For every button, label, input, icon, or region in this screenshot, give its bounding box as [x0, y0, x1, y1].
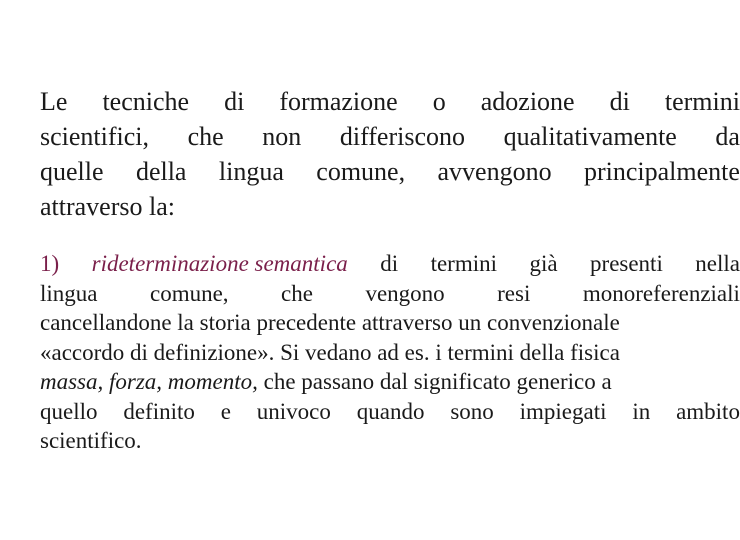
word: formazione — [279, 87, 398, 116]
word: avvengono — [437, 157, 552, 186]
word: comune, — [316, 157, 406, 186]
word: quando — [356, 398, 425, 424]
word: già — [529, 251, 558, 276]
point-line-6 — [40, 397, 740, 427]
word: termini — [430, 251, 498, 276]
word: vengono — [365, 280, 445, 306]
word: principalmente — [584, 157, 740, 186]
list-marker: 1) — [40, 251, 60, 276]
word: della — [135, 157, 187, 186]
intro-line-4 — [40, 189, 740, 224]
word: adozione — [480, 87, 575, 116]
intro-line-1 — [40, 84, 740, 119]
point-line-4 — [40, 338, 740, 368]
word: scientifici, — [40, 122, 150, 151]
line-text: cancellandone la storia precedente attraverso un convenzionale — [40, 310, 620, 335]
word: di — [609, 87, 630, 116]
point-1-paragraph — [40, 249, 740, 456]
word: di — [380, 251, 399, 276]
word: ambito — [676, 398, 740, 424]
point-line-5 — [40, 367, 740, 397]
intro-paragraph — [40, 84, 740, 224]
word: univoco — [256, 398, 331, 424]
highlighted-term: rideterminazione semantica — [91, 251, 348, 276]
word: non — [262, 122, 302, 151]
word: resi — [497, 280, 531, 306]
word: monoreferenziali — [582, 280, 740, 306]
word: comune, — [149, 280, 229, 306]
line-text: scientifico. — [40, 428, 142, 453]
intro-line-2 — [40, 119, 740, 154]
word: da — [715, 122, 740, 151]
word: qualitativamente — [503, 122, 677, 151]
word: in — [632, 398, 651, 424]
word: e — [220, 398, 231, 424]
word: che — [281, 280, 313, 306]
word: presenti — [590, 251, 663, 276]
word: termini — [664, 87, 740, 116]
point-line-7 — [40, 426, 740, 456]
word: sono — [450, 398, 494, 424]
intro-line-3 — [40, 154, 740, 189]
word: lingua — [40, 280, 98, 306]
word: tecniche — [102, 87, 190, 116]
word: che — [187, 122, 224, 151]
word: o — [432, 87, 446, 116]
word: quello — [40, 398, 98, 424]
word: definito — [123, 398, 195, 424]
word: attraverso la: — [40, 192, 175, 221]
word: impiegati — [519, 398, 607, 424]
word: lingua — [218, 157, 284, 186]
point-line-1 — [40, 249, 740, 279]
point-line-2 — [40, 279, 740, 309]
line-text: che passano dal significato generico a — [263, 369, 612, 394]
point-line-3 — [40, 308, 740, 338]
italic-terms: massa, forza, momento, — [40, 369, 258, 394]
word: differiscono — [339, 122, 465, 151]
word: di — [224, 87, 245, 116]
line-text: «accordo di definizione». Si vedano ad es. i termini della fisica — [40, 339, 620, 365]
word: nella — [695, 251, 740, 276]
word: Le — [40, 87, 68, 116]
word: quelle — [40, 157, 104, 186]
